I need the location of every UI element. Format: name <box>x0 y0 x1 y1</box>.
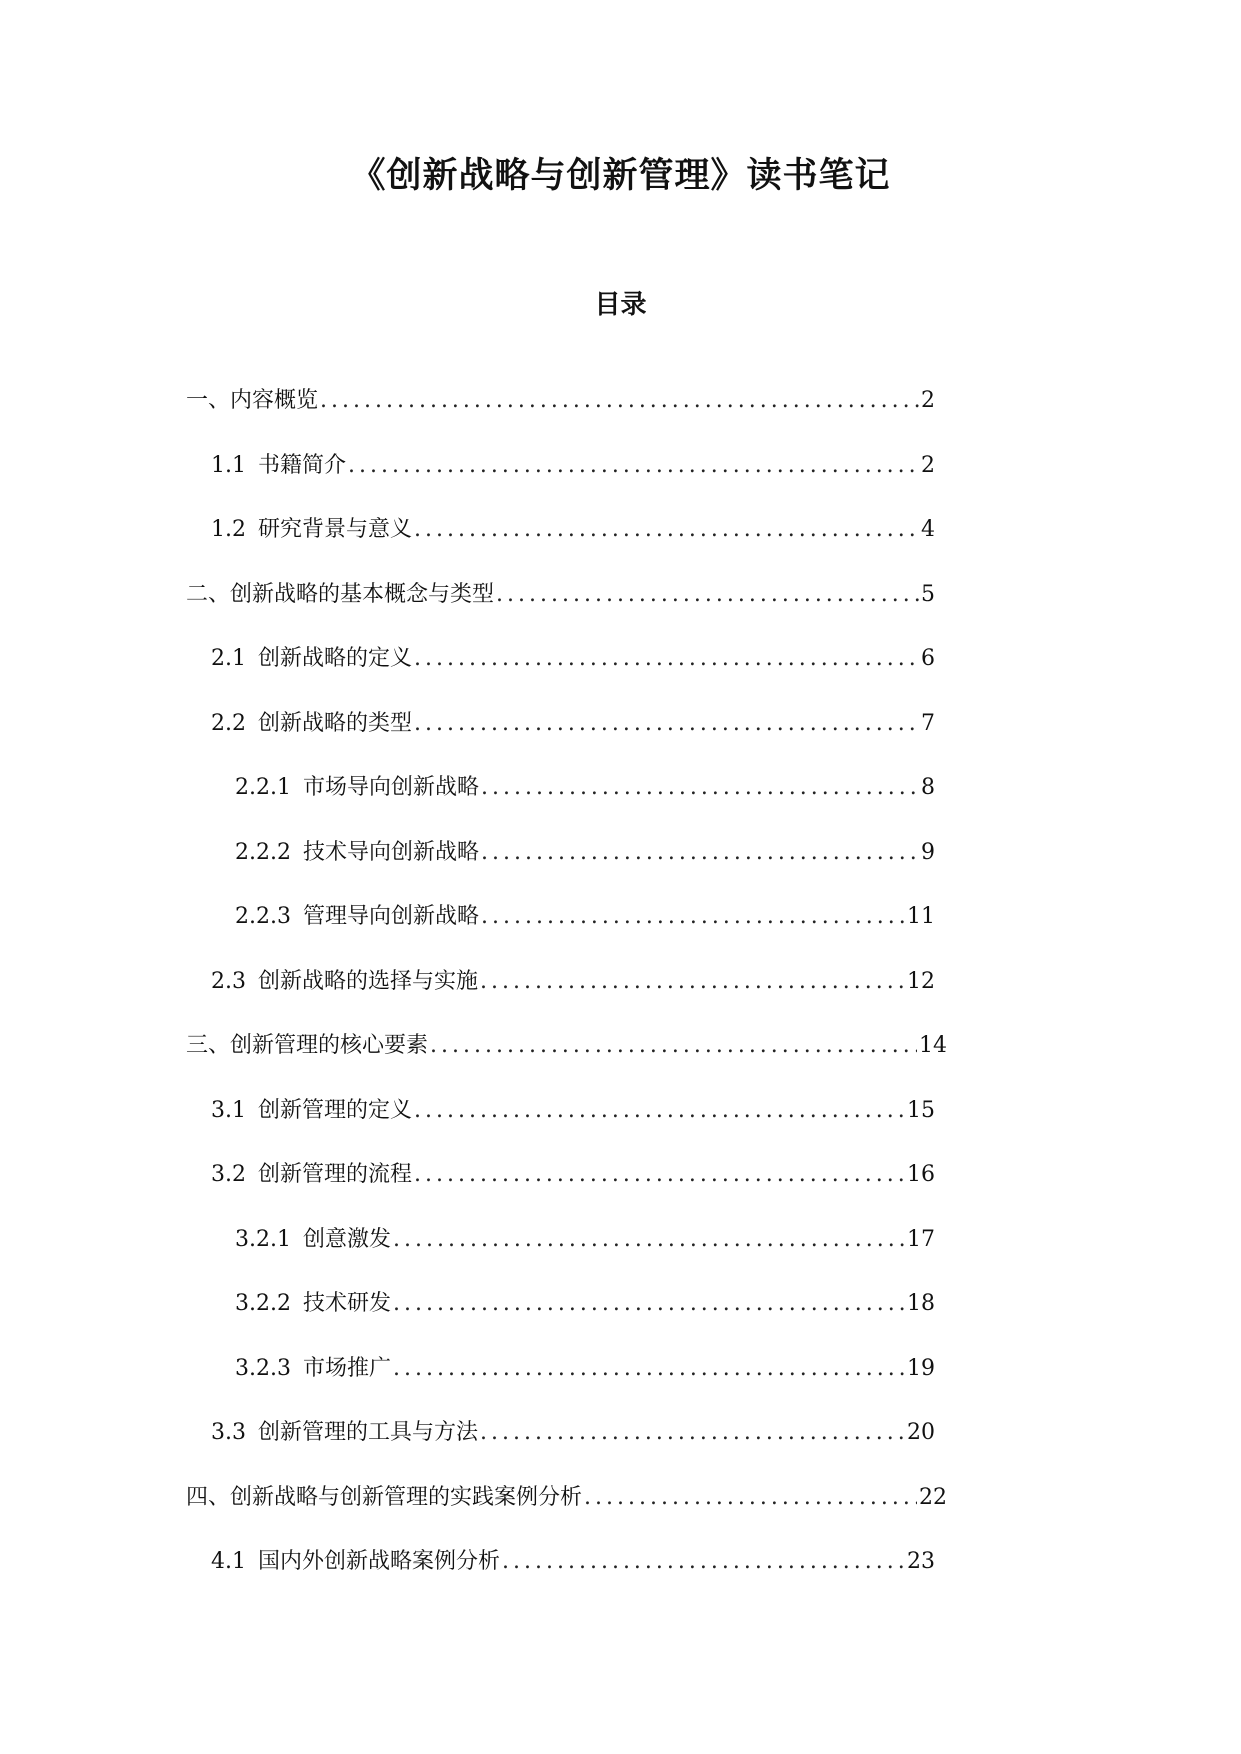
toc-entry-label <box>211 1418 478 1448</box>
toc-entry[interactable] <box>235 1225 935 1255</box>
toc-page-number: 16 <box>907 1162 935 1187</box>
toc-entry-text: 书籍简介 <box>258 453 347 478</box>
toc-entry-number: 2.2.2 <box>235 840 291 865</box>
toc-entry-number: 2.1 <box>211 646 246 671</box>
toc-entry-number: 2.2 <box>211 711 246 736</box>
toc-entry[interactable] <box>186 580 935 610</box>
toc-page-number: 23 <box>907 1549 935 1574</box>
toc-dot-leader <box>320 386 919 416</box>
toc-entry-text: 创新管理的定义 <box>258 1098 413 1123</box>
toc-dot-leader <box>393 1225 905 1255</box>
toc-entry-text: 技术研发 <box>302 1291 391 1316</box>
toc-entry-label <box>235 1289 391 1319</box>
toc-entry-text: 一、内容概览 <box>186 388 319 413</box>
toc-page-number: 8 <box>921 775 935 800</box>
toc-page-number: 4 <box>921 517 935 542</box>
document-title: 《创新战略与创新管理》读书笔记 <box>350 155 891 196</box>
toc-entry-text: 创新战略的类型 <box>258 711 413 736</box>
toc-entry[interactable] <box>235 838 935 868</box>
toc-entry[interactable] <box>211 515 935 545</box>
toc-entry[interactable] <box>211 967 935 997</box>
toc-entry[interactable] <box>211 1418 935 1448</box>
toc-page-number: 2 <box>921 388 935 413</box>
toc-dot-leader <box>481 838 919 868</box>
toc-entry-number: 3.3 <box>211 1420 246 1445</box>
toc-entry-number: 1.1 <box>211 453 246 478</box>
toc-heading: 目录 <box>594 290 647 320</box>
toc-page-number: 6 <box>921 646 935 671</box>
toc-entry[interactable] <box>211 644 935 674</box>
toc-entry-text: 创新战略的定义 <box>258 646 413 671</box>
toc-entry-text: 技术导向创新战略 <box>302 840 479 865</box>
toc-entry-label <box>211 967 478 997</box>
toc-entry-label <box>186 386 318 416</box>
toc-entry[interactable] <box>211 709 935 739</box>
toc-dot-leader <box>348 451 919 481</box>
toc-entry-text: 创新管理的工具与方法 <box>258 1420 479 1445</box>
toc-page-number: 19 <box>907 1356 935 1381</box>
toc-entry-label <box>211 451 346 481</box>
toc-entry[interactable] <box>235 773 935 803</box>
toc-entry-text: 市场导向创新战略 <box>302 775 479 800</box>
toc-dot-leader <box>481 902 905 932</box>
toc-entry-text: 二、创新战略的基本概念与类型 <box>186 582 495 607</box>
toc-dot-leader <box>480 967 905 997</box>
toc-entry-text: 国内外创新战略案例分析 <box>258 1549 501 1574</box>
toc-dot-leader <box>414 1096 905 1126</box>
toc-entry-text: 创新战略的选择与实施 <box>258 969 479 994</box>
toc-dot-leader <box>393 1354 905 1384</box>
toc-page-number: 15 <box>907 1098 935 1123</box>
toc-page-number: 9 <box>921 840 935 865</box>
toc-entry-number: 4.1 <box>211 1549 246 1574</box>
toc-page-number: 22 <box>919 1485 947 1510</box>
toc-page-number: 5 <box>921 582 935 607</box>
toc-entry-text: 管理导向创新战略 <box>302 904 479 929</box>
toc-dot-leader <box>414 644 919 674</box>
toc-entry[interactable] <box>211 451 935 481</box>
toc-entry[interactable] <box>211 1547 935 1577</box>
toc-entry-number: 2.2.1 <box>235 775 291 800</box>
toc-dot-leader <box>496 580 919 610</box>
toc-page-number: 20 <box>907 1420 935 1445</box>
toc-entry-label <box>211 1096 412 1126</box>
toc-entry-number: 2.3 <box>211 969 246 994</box>
toc-entry[interactable] <box>235 1289 935 1319</box>
toc-entry-text: 创意激发 <box>302 1227 391 1252</box>
toc-entry-number: 3.2.3 <box>235 1356 291 1381</box>
toc-entry[interactable] <box>186 1031 947 1061</box>
toc-entry-label <box>235 1225 391 1255</box>
toc-dot-leader <box>414 515 919 545</box>
toc-entry-label <box>211 709 412 739</box>
toc-dot-leader <box>430 1031 917 1061</box>
toc-entry-number: 3.1 <box>211 1098 246 1123</box>
toc-entry-label <box>235 1354 391 1384</box>
toc-page-number: 18 <box>907 1291 935 1316</box>
toc-entry[interactable] <box>186 386 935 416</box>
toc-dot-leader <box>480 1418 905 1448</box>
toc-entry-number: 2.2.3 <box>235 904 291 929</box>
toc-dot-leader <box>414 1160 905 1190</box>
toc-entry-label <box>211 644 412 674</box>
toc-entry-label <box>235 773 479 803</box>
toc-entry-text: 创新管理的流程 <box>258 1162 413 1187</box>
toc-entry[interactable] <box>186 1483 947 1513</box>
toc-entry-label <box>186 1483 582 1513</box>
toc-dot-leader <box>584 1483 917 1513</box>
toc-page-number: 7 <box>921 711 935 736</box>
toc-page-number: 17 <box>907 1227 935 1252</box>
toc-entry[interactable] <box>211 1160 935 1190</box>
toc-page-number: 12 <box>907 969 935 994</box>
toc-entry-text: 三、创新管理的核心要素 <box>186 1033 429 1058</box>
toc-entry[interactable] <box>211 1096 935 1126</box>
toc-entry-text: 市场推广 <box>302 1356 391 1381</box>
toc-entry-label <box>211 1547 500 1577</box>
toc-entry-label <box>211 515 412 545</box>
toc-entry-number: 3.2.2 <box>235 1291 291 1316</box>
toc-dot-leader <box>393 1289 905 1319</box>
toc-entry-label <box>186 580 494 610</box>
toc-dot-leader <box>481 773 919 803</box>
toc-page-number: 2 <box>921 453 935 478</box>
toc-entry-label <box>235 902 479 932</box>
toc-entry-label <box>235 838 479 868</box>
toc-entry-number: 3.2 <box>211 1162 246 1187</box>
toc-entry-text: 四、创新战略与创新管理的实践案例分析 <box>186 1485 583 1510</box>
toc-page-number: 11 <box>907 904 935 929</box>
toc-page-number: 14 <box>919 1033 947 1058</box>
toc-dot-leader <box>502 1547 905 1577</box>
toc-entry-text: 研究背景与意义 <box>258 517 413 542</box>
toc-dot-leader <box>414 709 919 739</box>
toc-entry-label <box>186 1031 428 1061</box>
toc-entry-number: 3.2.1 <box>235 1227 291 1252</box>
toc-entry[interactable] <box>235 902 935 932</box>
toc-entry-number: 1.2 <box>211 517 246 542</box>
toc-entry-label <box>211 1160 412 1190</box>
toc-entry[interactable] <box>235 1354 935 1384</box>
